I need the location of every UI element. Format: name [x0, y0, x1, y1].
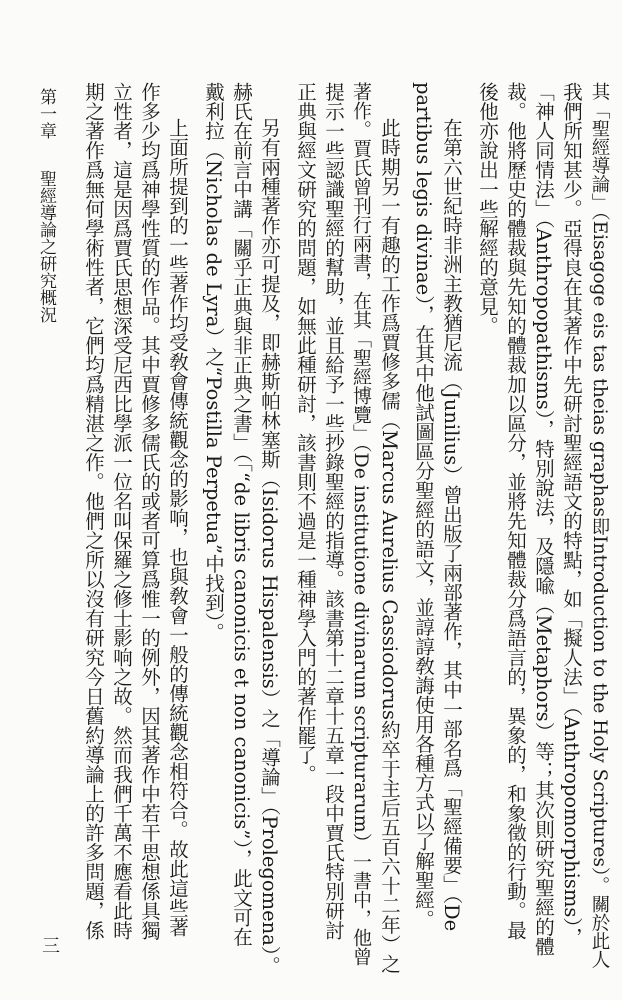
- text-column-8: 此時期另一有趣的工作爲賈修多儒（Marcus Aurelius Cassiodorus約卒于主后五百六十二年）之: [378, 118, 401, 974]
- text-column-14: 戴利拉（Nicholas de Lyra）之“Postilla Perpetua”中找到）。: [202, 82, 225, 642]
- text-column-13: 赫氏在前言中講「關乎正典與非正典之書」（「“de libris canonicis et non canonicis”），此文可在: [230, 82, 253, 947]
- text-column-2: 我們所知甚少。亞得良在其著作中先研討聖經語文的特點，如「擬人法」（Anthropomorphisms），: [560, 82, 583, 947]
- text-column-11: 正典與經文硏究的問題，如無此種研討，該書則不過是一種神學入門的著作罷了。: [294, 82, 317, 784]
- text-column-9: 著作。賈氏曾刊行兩書，在其「聖經博覽」（De institutione divinarum scripturarum）一書中，他曾: [350, 82, 372, 966]
- text-column-5: 後他亦說出一些解經的意見。: [476, 82, 499, 336]
- text-column-17: 立性者，這是因爲賈氏思想深受尼西比學派一位名叫保羅之修士影响之故。然而我們千萬不應看此時: [110, 82, 133, 940]
- page-number: 三: [39, 936, 60, 954]
- text-column-16: 作多少均爲神學性質的作品。其中賈修多儒氏的或者可算爲惟一的例外，因其著作中若干思想係具獨: [138, 82, 161, 940]
- text-column-1: 其「聖經導論」（Eisagoge eis tas theias graphas即Introduction to the Holy Scriptures）。關於此人: [589, 82, 610, 969]
- text-column-7: partibus legis divinae），在其中他試圖區分聖經的語文，並諄諄敎誨使用各種方式以了解聖經。: [412, 82, 435, 929]
- text-column-10: 提示一些認識聖經的幫助，並且給予一些抄錄聖經的指導。該書第十二章十五章一段中賈氏特別研討: [322, 82, 345, 940]
- running-header-chapter: 第一章: [36, 88, 56, 139]
- text-column-4: 裁。他將歷史的體裁與先知的體裁加以區分，並將先知體裁分爲語言的，異象的，和象徵的行動。最: [504, 82, 527, 940]
- text-column-3: 「神人同情法」（Anthropopathisms），特別說法，及隱喩（Metaphors）等；其次則硏究聖經的體: [532, 82, 555, 956]
- text-column-15: 上面所提到的一些著作均受敎會傳統觀念的影响，也與敎會一般的傳統觀念相符合。故此這些著: [166, 118, 189, 937]
- text-column-12: 另有兩種著作亦可提及，即赫斯帕林塞斯（Isidorus Hispalensis）之「導論」（Prolegomena）。: [258, 118, 281, 976]
- running-header-title: 聖經導論之硏究概況: [36, 170, 56, 323]
- text-column-6: 在第六世紀時非洲主教猶尼流（Junilius）曾出版了兩部著作，其中一部名爲「聖經備要」（De: [440, 118, 463, 932]
- text-column-18: 期之著作爲無何學術性者，它們均爲精湛之作。他們之所以沒有研究今日舊約導論上的許多問題，係: [82, 82, 105, 940]
